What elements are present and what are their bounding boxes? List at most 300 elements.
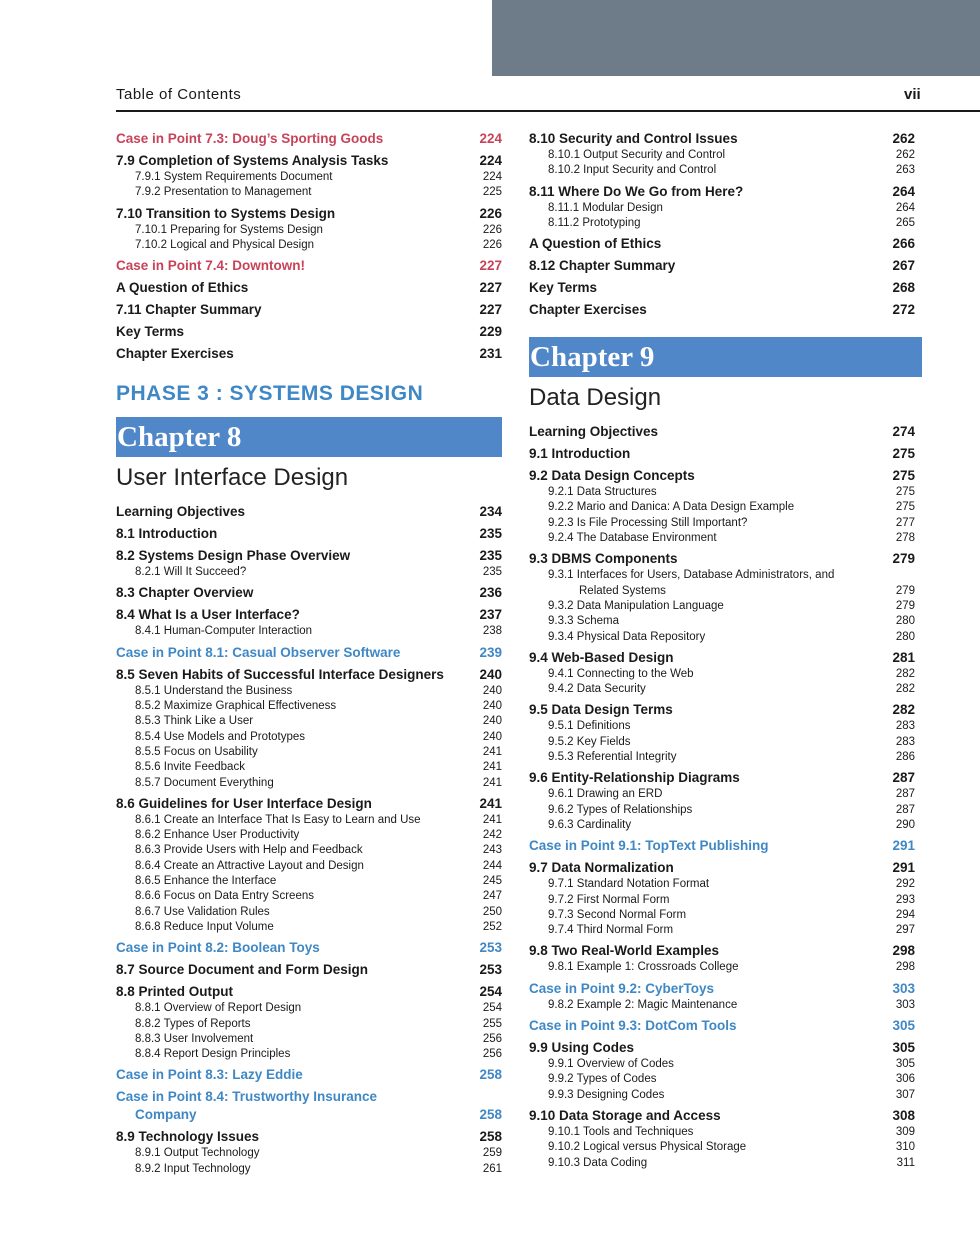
- case-in-point-entry: [116, 644, 502, 662]
- toc-section-entry: [529, 183, 915, 201]
- entry-page-number: 227: [479, 258, 502, 274]
- entry-page-number: 231: [479, 346, 502, 362]
- entry-label: 8.6.8 Reduce Input Volume: [135, 920, 274, 933]
- toc-subsection-entry: [116, 776, 502, 791]
- chapter-9-title: Data Design: [529, 384, 662, 412]
- entry-label: Case in Point 8.3: Lazy Eddie: [116, 1067, 303, 1083]
- toc-section-entry: [529, 701, 915, 719]
- entry-page-number: 245: [482, 875, 502, 888]
- toc-subsection-entry: [529, 908, 915, 923]
- entry-page-number: 241: [482, 761, 502, 774]
- entry-label: Case in Point 9.1: TopText Publishing: [529, 838, 769, 854]
- entry-page-number: 258: [479, 1067, 502, 1083]
- entry-page-number: 238: [482, 625, 502, 638]
- entry-label: 9.10.1 Tools and Techniques: [548, 1125, 694, 1138]
- entry-label: 8.8.4 Report Design Principles: [135, 1048, 291, 1061]
- entry-page-number: 252: [482, 920, 502, 933]
- toc-subsection-entry: [116, 170, 502, 185]
- entry-label: Company: [135, 1107, 197, 1123]
- case-in-point-entry: [529, 980, 915, 998]
- entry-page-number: 254: [482, 1002, 502, 1015]
- toc-subsection-entry: [116, 624, 502, 639]
- entry-label: 8.6.7 Use Validation Rules: [135, 905, 270, 918]
- entry-label: 7.11 Chapter Summary: [116, 302, 262, 318]
- entry-label: 8.9.2 Input Technology: [135, 1162, 251, 1175]
- toc-section-entry: [529, 235, 915, 253]
- entry-page-number: 241: [479, 795, 502, 811]
- entry-label: 9.7.2 First Normal Form: [548, 893, 670, 906]
- entry-page-number: 239: [479, 644, 502, 660]
- toc-section-entry: [116, 301, 502, 319]
- entry-label: 8.8.3 User Involvement: [135, 1032, 254, 1045]
- entry-page-number: 235: [479, 548, 502, 564]
- entry-page-number: 229: [479, 324, 502, 340]
- entry-label: Case in Point 8.1: Casual Observer Software: [116, 644, 401, 660]
- entry-page-number: 258: [479, 1107, 502, 1123]
- entry-label: 9.6.3 Cardinality: [548, 818, 632, 831]
- toc-subsection-entry: [116, 730, 502, 745]
- toc-section-entry: [116, 547, 502, 565]
- toc-subsection-entry: [529, 614, 915, 629]
- entry-page-number: 241: [482, 745, 502, 758]
- entry-page-number: 287: [892, 770, 915, 786]
- chapter-8-title: User Interface Design: [116, 464, 349, 492]
- entry-label: 9.5.2 Key Fields: [548, 735, 631, 748]
- case-in-point-entry: [116, 1066, 502, 1084]
- toc-subsection-entry: [116, 1032, 502, 1047]
- entry-page-number: 274: [892, 424, 915, 440]
- case-in-point-entry: [116, 257, 502, 275]
- toc-subsection-entry: [529, 787, 915, 802]
- entry-label: Learning Objectives: [529, 424, 659, 440]
- entry-label: 8.11.2 Prototyping: [548, 216, 641, 229]
- entry-page-number: 227: [479, 280, 502, 296]
- entry-page-number: 262: [895, 149, 915, 161]
- entry-page-number: 305: [895, 1058, 915, 1071]
- entry-page-number: 268: [892, 280, 915, 296]
- entry-page-number: 264: [892, 183, 915, 199]
- toc-subsection-entry: [529, 923, 915, 938]
- toc-subsection-entry: [116, 745, 502, 760]
- entry-label: 8.5.7 Document Everything: [135, 776, 274, 789]
- entry-label: 8.6.5 Enhance the Interface: [135, 875, 277, 888]
- chapter-9-banner: Chapter 9: [529, 337, 922, 377]
- toc-subsection-entry: [529, 1140, 915, 1155]
- toc-subsection-entry: [529, 667, 915, 682]
- entry-label: 9.7.1 Standard Notation Format: [548, 878, 710, 891]
- entry-page-number: 237: [479, 607, 502, 623]
- entry-label: 8.5.1 Understand the Business: [135, 684, 293, 697]
- entry-label: Chapter Exercises: [116, 346, 234, 362]
- entry-label: 9.5.3 Referential Integrity: [548, 751, 677, 764]
- entry-page-number: 266: [892, 236, 915, 252]
- entry-page-number: 224: [482, 171, 502, 183]
- entry-page-number: 264: [895, 201, 915, 214]
- toc-subsection-entry: [116, 1162, 502, 1177]
- header-color-bar: [492, 0, 980, 76]
- entry-label: 9.2.4 The Database Environment: [548, 532, 717, 545]
- toc-section-entry: [529, 130, 915, 148]
- entry-label: 8.4.1 Human-Computer Interaction: [135, 625, 313, 638]
- page-number: vii: [904, 86, 921, 103]
- phase-heading: PHASE 3 : SYSTEMS DESIGN: [116, 382, 424, 406]
- entry-label: 9.8.1 Example 1: Crossroads College: [548, 961, 739, 974]
- right-column: [529, 130, 915, 1171]
- toc-section-entry: [116, 279, 502, 297]
- toc-subsection-entry: [529, 818, 915, 833]
- entry-label: 8.7 Source Document and Form Design: [116, 962, 369, 978]
- entry-page-number: 298: [892, 943, 915, 959]
- toc-subsection-entry: [116, 859, 502, 874]
- entry-page-number: 283: [895, 735, 915, 748]
- toc-subsection-entry: [116, 1017, 502, 1032]
- entry-page-number: 282: [895, 667, 915, 680]
- entry-page-number: 298: [895, 961, 915, 974]
- entry-page-number: 224: [479, 131, 502, 146]
- toc-subsection-entry: [529, 485, 915, 500]
- toc-subsection-entry: [529, 1156, 915, 1171]
- toc-section-entry: [529, 550, 915, 568]
- entry-page-number: 293: [895, 893, 915, 906]
- left-column: [116, 130, 502, 1177]
- toc-section-entry: [116, 205, 502, 223]
- toc-section-entry: [116, 503, 502, 521]
- entry-page-number: 280: [895, 630, 915, 643]
- toc-subsection-entry: [529, 998, 915, 1013]
- entry-page-number: 265: [895, 216, 915, 229]
- entry-label: 8.6 Guidelines for User Interface Design: [116, 795, 372, 811]
- chapter-8-banner: Chapter 8: [116, 417, 502, 457]
- page-header: [116, 86, 980, 112]
- entry-page-number: 243: [482, 844, 502, 857]
- toc-subsection-entry: [529, 163, 915, 178]
- toc-subsection-entry: [116, 760, 502, 775]
- chapter-7-entries: [116, 130, 502, 363]
- entry-label: 9.8.2 Example 2: Magic Maintenance: [548, 998, 738, 1011]
- entry-page-number: 240: [482, 684, 502, 697]
- entry-page-number: 310: [895, 1141, 915, 1154]
- entry-page-number: 258: [479, 1129, 502, 1145]
- entry-label: 8.4 What Is a User Interface?: [116, 607, 300, 623]
- entry-page-number: 256: [482, 1032, 502, 1045]
- entry-label: 8.2.1 Will It Succeed?: [135, 566, 247, 579]
- entry-label: 9.2 Data Design Concepts: [529, 468, 695, 484]
- toc-subsection-entry: [116, 714, 502, 729]
- toc-subsection-entry: [529, 148, 915, 163]
- toc-section-entry: [529, 445, 915, 463]
- toc-section-entry: [529, 942, 915, 960]
- case-in-point-entry: [529, 1017, 915, 1035]
- entry-label: 9.9.3 Designing Codes: [548, 1088, 665, 1101]
- toc-subsection-entry: [529, 584, 915, 599]
- entry-page-number: 279: [895, 584, 915, 597]
- entry-label: 9.3.4 Physical Data Repository: [548, 630, 706, 643]
- toc-section-entry: [116, 983, 502, 1001]
- entry-page-number: 287: [895, 788, 915, 801]
- entry-page-number: 234: [479, 504, 502, 520]
- toc-subsection-entry: [529, 630, 915, 645]
- entry-page-number: 283: [895, 720, 915, 733]
- entry-label: 9.7.3 Second Normal Form: [548, 908, 687, 921]
- entry-label: 7.10.1 Preparing for Systems Design: [135, 223, 323, 236]
- toc-subsection-entry: [116, 828, 502, 843]
- toc-subsection-entry: [116, 813, 502, 828]
- entry-label: 8.2 Systems Design Phase Overview: [116, 548, 351, 564]
- toc-subsection-entry: [116, 874, 502, 889]
- entry-page-number: 291: [892, 860, 915, 876]
- toc-subsection-entry: [529, 568, 915, 583]
- entry-page-number: 292: [895, 878, 915, 891]
- toc-section-entry: [529, 649, 915, 667]
- toc-section-entry: [116, 1128, 502, 1146]
- toc-subsection-entry: [529, 599, 915, 614]
- toc-section-entry: [116, 795, 502, 813]
- entry-label: A Question of Ethics: [116, 280, 249, 296]
- entry-label: 9.7 Data Normalization: [529, 860, 674, 876]
- entry-page-number: 253: [479, 940, 502, 956]
- toc-subsection-entry: [116, 699, 502, 714]
- entry-page-number: 275: [892, 468, 915, 484]
- toc-section-entry: [529, 423, 915, 441]
- entry-label: Case in Point 9.3: DotCom Tools: [529, 1018, 737, 1034]
- toc-subsection-entry: [116, 905, 502, 920]
- entry-page-number: 275: [895, 486, 915, 499]
- entry-page-number: 242: [482, 829, 502, 842]
- entry-page-number: 305: [892, 1040, 915, 1056]
- toc-subsection-entry: [116, 843, 502, 858]
- entry-page-number: 303: [892, 980, 915, 996]
- entry-label: 8.5.5 Focus on Usability: [135, 745, 258, 758]
- entry-page-number: 307: [895, 1088, 915, 1101]
- entry-page-number: 240: [479, 666, 502, 682]
- entry-page-number: 226: [482, 238, 502, 251]
- toc-subsection-entry: [529, 1072, 915, 1087]
- entry-page-number: 255: [482, 1017, 502, 1030]
- entry-page-number: 303: [895, 998, 915, 1011]
- toc-subsection-entry: [116, 1146, 502, 1161]
- entry-label: 9.3.1 Interfaces for Users, Database Administrators, and: [548, 569, 835, 582]
- toc-subsection-entry: [529, 735, 915, 750]
- chapter-9-entries: [529, 423, 915, 1171]
- entry-page-number: 236: [479, 585, 502, 601]
- entry-label: 8.6.3 Provide Users with Help and Feedback: [135, 844, 363, 857]
- entry-label: 7.10 Transition to Systems Design: [116, 205, 336, 221]
- toc-section-entry: [529, 859, 915, 877]
- entry-page-number: 241: [482, 813, 502, 826]
- chapter-8-entries: [116, 503, 502, 1177]
- toc-section-entry: [529, 279, 915, 297]
- entry-page-number: 226: [479, 205, 502, 221]
- entry-label: 8.10 Security and Control Issues: [529, 131, 738, 146]
- toc-subsection-entry: [529, 960, 915, 975]
- toc-section-entry: [116, 961, 502, 979]
- entry-page-number: 311: [896, 1156, 915, 1169]
- entry-page-number: 240: [482, 700, 502, 713]
- toc-subsection-entry: [529, 893, 915, 908]
- entry-label: Key Terms: [116, 324, 185, 340]
- entry-label: 9.4.2 Data Security: [548, 683, 646, 696]
- entry-label: 9.5 Data Design Terms: [529, 702, 673, 718]
- entry-page-number: 235: [482, 566, 502, 579]
- entry-page-number: 281: [892, 649, 915, 665]
- entry-label: 9.2.2 Mario and Danica: A Data Design Example: [548, 501, 795, 514]
- entry-label: 9.9 Using Codes: [529, 1040, 635, 1056]
- entry-page-number: 287: [895, 803, 915, 816]
- toc-subsection-entry: [116, 238, 502, 253]
- toc-section-entry: [529, 301, 915, 319]
- entry-label: Case in Point 8.2: Boolean Toys: [116, 940, 320, 956]
- toc-subsection-entry: [529, 531, 915, 546]
- toc-subsection-entry: [116, 223, 502, 238]
- page-title: Table of Contents: [116, 86, 242, 103]
- case-in-point-entry: [116, 1088, 502, 1106]
- entry-page-number: 294: [895, 908, 915, 921]
- entry-page-number: 256: [482, 1048, 502, 1061]
- entry-label: 9.7.4 Third Normal Form: [548, 924, 674, 937]
- entry-label: 8.6.2 Enhance User Productivity: [135, 829, 300, 842]
- entry-label: 9.5.1 Definitions: [548, 720, 631, 733]
- entry-label: 8.8 Printed Output: [116, 984, 234, 1000]
- toc-subsection-entry: [529, 750, 915, 765]
- entry-page-number: 291: [892, 838, 915, 854]
- entry-label: Chapter Exercises: [529, 302, 647, 318]
- toc-subsection-entry: [529, 803, 915, 818]
- toc-section-entry: [529, 467, 915, 485]
- entry-label: 9.3.2 Data Manipulation Language: [548, 599, 724, 612]
- entry-label: 8.5.2 Maximize Graphical Effectiveness: [135, 700, 337, 713]
- entry-page-number: 240: [482, 730, 502, 743]
- entry-page-number: 278: [895, 532, 915, 545]
- entry-label: 9.9.1 Overview of Codes: [548, 1058, 674, 1071]
- entry-page-number: 224: [479, 153, 502, 168]
- toc-section-entry: [116, 606, 502, 624]
- entry-page-number: 253: [479, 962, 502, 978]
- entry-label: Learning Objectives: [116, 504, 246, 520]
- entry-label: 9.6.2 Types of Relationships: [548, 803, 693, 816]
- entry-label: Case in Point 8.4: Trustworthy Insurance: [116, 1089, 378, 1105]
- entry-label: 8.10.2 Input Security and Control: [548, 164, 717, 177]
- entry-label: 8.11.1 Modular Design: [548, 201, 663, 214]
- entry-page-number: 225: [482, 186, 502, 199]
- entry-label: 7.10.2 Logical and Physical Design: [135, 238, 315, 251]
- entry-page-number: 261: [482, 1162, 502, 1175]
- entry-page-number: 305: [892, 1018, 915, 1034]
- toc-section-entry: [116, 323, 502, 341]
- toc-subsection-entry: [116, 889, 502, 904]
- entry-page-number: 259: [482, 1147, 502, 1160]
- entry-page-number: 309: [895, 1125, 915, 1138]
- toc-subsection-entry: [116, 565, 502, 580]
- entry-page-number: 275: [892, 446, 915, 462]
- toc-subsection-entry: [116, 1001, 502, 1016]
- entry-page-number: 272: [892, 302, 915, 318]
- entry-label: 8.6.1 Create an Interface That Is Easy to Learn and Use: [135, 813, 421, 826]
- entry-label: 9.2.3 Is File Processing Still Important?: [548, 516, 748, 529]
- case-in-point-entry: [529, 837, 915, 855]
- entry-page-number: 244: [482, 859, 502, 872]
- entry-label: Case in Point 7.4: Downtown!: [116, 258, 306, 274]
- toc-subsection-entry: [529, 516, 915, 531]
- entry-page-number: 306: [895, 1073, 915, 1086]
- toc-section-entry: [116, 152, 502, 170]
- entry-page-number: 275: [895, 501, 915, 514]
- entry-label: Related Systems: [579, 584, 666, 597]
- toc-section-entry: [116, 666, 502, 684]
- entry-label: A Question of Ethics: [529, 236, 662, 252]
- entry-label: 9.6 Entity-Relationship Diagrams: [529, 770, 740, 786]
- toc-subsection-entry: [529, 1057, 915, 1072]
- toc-subsection-entry: [116, 920, 502, 935]
- entry-label: 8.8.1 Overview of Report Design: [135, 1002, 302, 1015]
- toc-subsection-entry: [116, 185, 502, 200]
- entry-label: Key Terms: [529, 280, 598, 296]
- case-in-point-entry: [116, 939, 502, 957]
- toc-subsection-entry: [529, 500, 915, 515]
- entry-page-number: 277: [895, 516, 915, 529]
- entry-page-number: 235: [479, 526, 502, 542]
- entry-page-number: 241: [482, 776, 502, 789]
- toc-section-entry: [529, 1107, 915, 1125]
- case-in-point-entry: [116, 130, 502, 148]
- toc-subsection-entry: [529, 216, 915, 231]
- entry-label: 9.4.1 Connecting to the Web: [548, 667, 694, 680]
- entry-page-number: 297: [895, 924, 915, 937]
- entry-label: 8.3 Chapter Overview: [116, 585, 254, 601]
- entry-label: 8.1 Introduction: [116, 526, 218, 542]
- entry-label: 8.6.4 Create an Attractive Layout and Design: [135, 859, 364, 872]
- entry-label: 8.9.1 Output Technology: [135, 1147, 260, 1160]
- toc-section-entry: [529, 769, 915, 787]
- entry-page-number: 240: [482, 715, 502, 728]
- toc-subsection-entry: [529, 682, 915, 697]
- entry-page-number: 280: [895, 615, 915, 628]
- entry-page-number: 262: [892, 131, 915, 146]
- entry-label: 7.9.1 System Requirements Document: [135, 171, 333, 183]
- entry-label: 8.9 Technology Issues: [116, 1129, 260, 1145]
- entry-label: 8.5 Seven Habits of Successful Interface Designers: [116, 666, 444, 682]
- entry-label: 9.9.2 Types of Codes: [548, 1073, 657, 1086]
- toc-subsection-entry: [116, 684, 502, 699]
- entry-page-number: 254: [479, 984, 502, 1000]
- case-in-point-entry: [116, 1106, 502, 1124]
- entry-label: 8.11 Where Do We Go from Here?: [529, 183, 744, 199]
- entry-label: 9.10.2 Logical versus Physical Storage: [548, 1141, 747, 1154]
- entry-page-number: 247: [482, 890, 502, 903]
- entry-page-number: 290: [895, 818, 915, 831]
- entry-label: 9.1 Introduction: [529, 446, 631, 462]
- toc-subsection-entry: [529, 877, 915, 892]
- toc-section-entry: [529, 257, 915, 275]
- entry-page-number: 250: [482, 905, 502, 918]
- entry-label: 8.8.2 Types of Reports: [135, 1017, 251, 1030]
- entry-label: 8.6.6 Focus on Data Entry Screens: [135, 890, 314, 903]
- entry-label: 9.2.1 Data Structures: [548, 486, 657, 499]
- entry-label: 8.10.1 Output Security and Control: [548, 149, 726, 161]
- toc-section-entry: [529, 1039, 915, 1057]
- entry-label: 8.5.3 Think Like a User: [135, 715, 254, 728]
- entry-label: 9.10 Data Storage and Access: [529, 1107, 721, 1123]
- entry-page-number: 286: [895, 751, 915, 764]
- chapter-8-continued-entries: [529, 130, 915, 319]
- entry-label: Case in Point 9.2: CyberToys: [529, 980, 715, 996]
- entry-label: 9.10.3 Data Coding: [548, 1156, 648, 1169]
- toc-subsection-entry: [529, 201, 915, 216]
- entry-page-number: 226: [482, 223, 502, 236]
- entry-page-number: 267: [892, 258, 915, 274]
- toc-subsection-entry: [529, 719, 915, 734]
- entry-label: 7.9 Completion of Systems Analysis Tasks: [116, 153, 389, 168]
- entry-page-number: 227: [479, 302, 502, 318]
